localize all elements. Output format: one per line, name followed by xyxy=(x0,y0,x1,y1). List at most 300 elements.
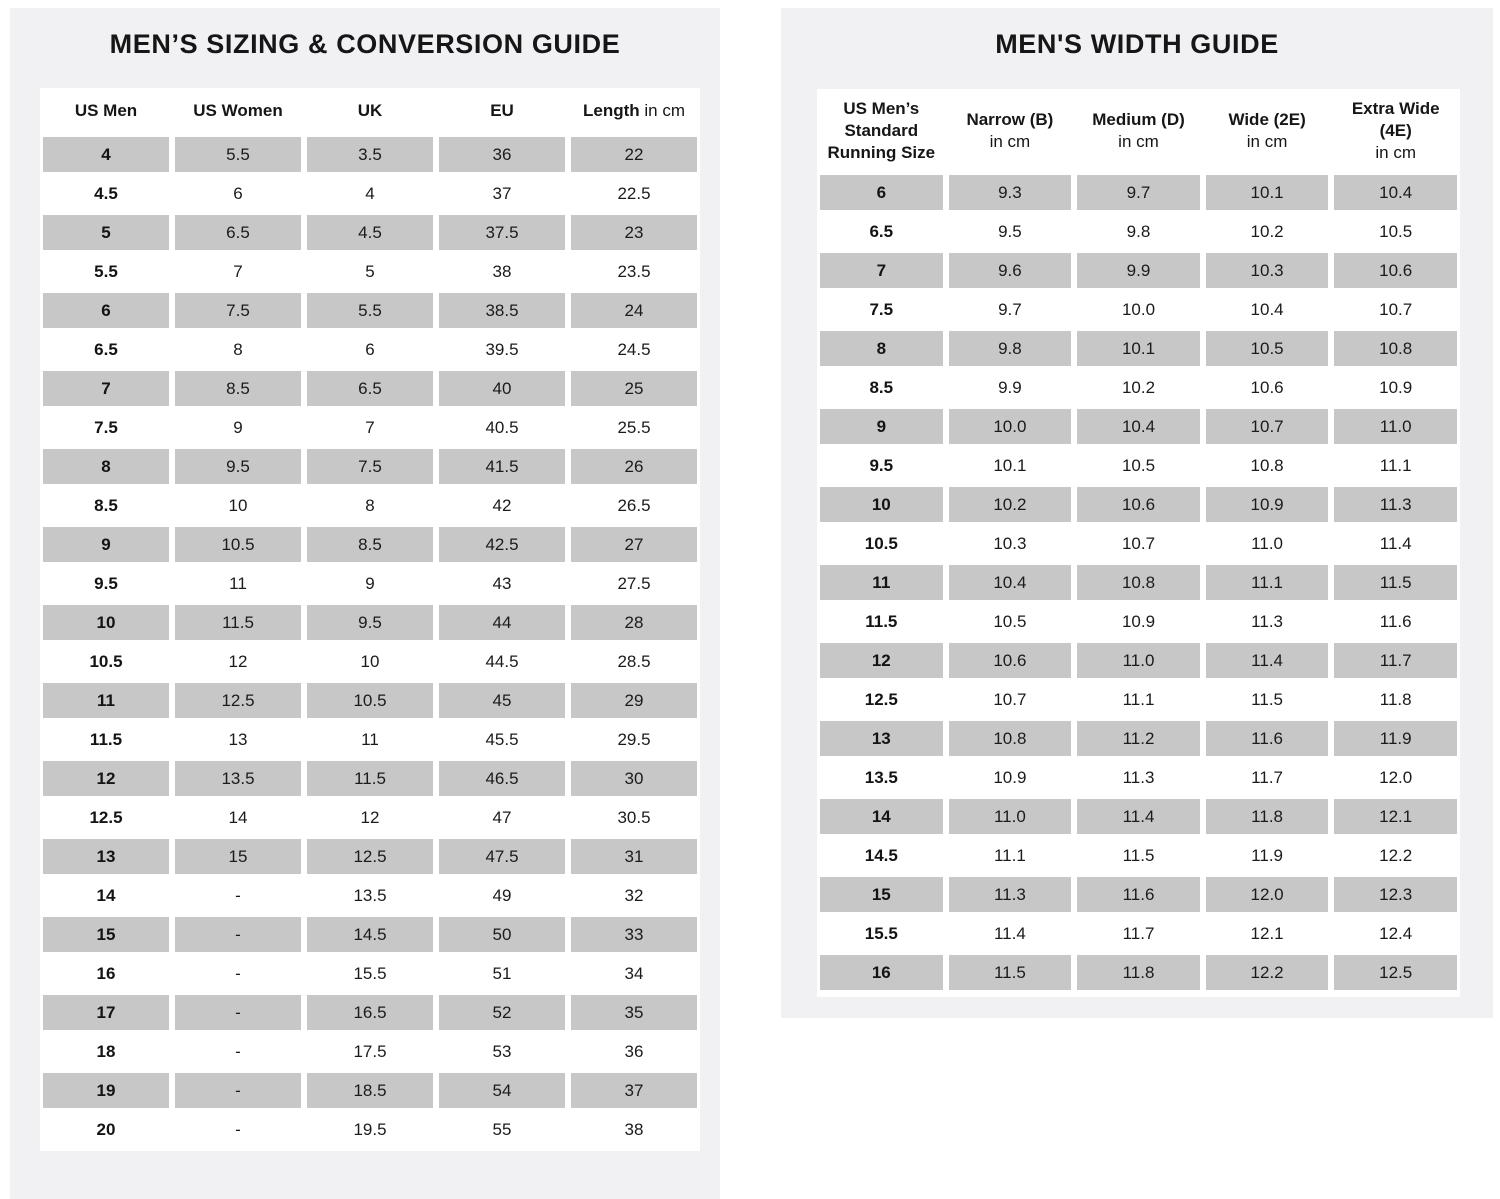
table-cell: 10.6 xyxy=(1250,377,1284,397)
table-cell: 11.5 xyxy=(1334,565,1457,600)
table-cell: 50 xyxy=(439,917,565,952)
table-cell: 11.5 xyxy=(1251,689,1283,709)
table-cell: 9 xyxy=(233,417,243,437)
table-cell: 7 xyxy=(820,253,943,288)
table-row xyxy=(40,174,700,213)
table-cell: 10.0 xyxy=(1121,299,1156,319)
table-cell: 10.5 xyxy=(89,651,123,671)
table-cell: 40 xyxy=(439,371,565,406)
table-cell: 29 xyxy=(571,683,697,718)
width-guide-header-row xyxy=(817,89,1460,173)
table-cell: 11 xyxy=(361,729,379,749)
table-row xyxy=(817,212,1460,251)
table-cell: 51 xyxy=(492,963,512,983)
table-cell: 37.5 xyxy=(439,215,565,250)
table-cell: 7.5 xyxy=(869,299,894,319)
table-cell: 11.0 xyxy=(1334,409,1457,444)
table-cell: 7.5 xyxy=(94,417,118,437)
table-cell: 10.5 xyxy=(1121,455,1156,475)
table-cell: 12.5 xyxy=(89,807,123,827)
table-cell: 9.8 xyxy=(949,331,1072,366)
table-cell: 9.7 xyxy=(998,299,1022,319)
table-row xyxy=(817,680,1460,719)
table-cell: 11 xyxy=(820,565,943,600)
table-row xyxy=(817,290,1460,329)
table-row xyxy=(40,447,700,486)
table-row xyxy=(40,837,700,876)
table-cell: 11.9 xyxy=(1251,845,1283,865)
table-cell: 30.5 xyxy=(617,807,651,827)
width-guide-table xyxy=(817,89,1460,997)
table-cell: 20 xyxy=(96,1119,116,1139)
column-header: US Men xyxy=(74,101,138,121)
table-cell: 13.5 xyxy=(864,767,898,787)
table-cell: 31 xyxy=(571,839,697,874)
table-cell: 26.5 xyxy=(617,495,651,515)
column-header: Medium (D) in cm xyxy=(1092,109,1185,151)
table-cell: 28.5 xyxy=(617,651,651,671)
table-row xyxy=(40,291,700,330)
table-cell: 38 xyxy=(492,261,512,281)
table-cell: 11.0 xyxy=(1251,533,1283,553)
table-cell: 35 xyxy=(571,995,697,1030)
table-cell: 13.5 xyxy=(353,885,387,905)
table-cell: 11.3 xyxy=(949,877,1072,912)
table-cell: - xyxy=(175,917,301,952)
table-cell: 10.7 xyxy=(1206,409,1329,444)
mens-width-guide-panel xyxy=(781,8,1493,1018)
table-row xyxy=(40,915,700,954)
table-row xyxy=(817,602,1460,641)
table-cell: 12.5 xyxy=(864,689,898,709)
table-cell: 5.5 xyxy=(94,261,118,281)
sizing-guide-header-row xyxy=(40,88,700,135)
table-cell: 10.2 xyxy=(1121,377,1156,397)
table-cell: 12 xyxy=(228,651,248,671)
table-cell: 11.1 xyxy=(1379,455,1412,475)
table-row xyxy=(40,954,700,993)
column-header: UK xyxy=(357,101,383,121)
table-cell: 7.5 xyxy=(307,449,433,484)
table-cell: 9 xyxy=(43,527,169,562)
table-row xyxy=(817,485,1460,524)
column-header: US Women xyxy=(193,101,283,121)
table-cell: 10.8 xyxy=(1250,455,1284,475)
table-cell: 4 xyxy=(43,137,169,172)
table-cell: 36 xyxy=(439,137,565,172)
table-cell: 10.2 xyxy=(949,487,1072,522)
table-cell: 11.7 xyxy=(1334,643,1457,678)
table-cell: 8.5 xyxy=(869,377,894,397)
table-cell: 5.5 xyxy=(307,293,433,328)
table-cell: 11.2 xyxy=(1077,721,1200,756)
table-cell: - xyxy=(235,1041,241,1061)
table-cell: 16.5 xyxy=(307,995,433,1030)
table-cell: 36 xyxy=(624,1041,644,1061)
table-cell: 9.8 xyxy=(1126,221,1151,241)
table-cell: 12 xyxy=(820,643,943,678)
table-cell: 23 xyxy=(571,215,697,250)
table-cell: 17.5 xyxy=(353,1041,387,1061)
table-cell: 13 xyxy=(820,721,943,756)
table-cell: 47 xyxy=(492,807,512,827)
table-cell: 11.5 xyxy=(949,955,1072,990)
table-cell: 11.9 xyxy=(1334,721,1457,756)
table-cell: 18 xyxy=(96,1041,116,1061)
table-cell: 9.9 xyxy=(1077,253,1200,288)
table-cell: 4.5 xyxy=(94,183,118,203)
table-row xyxy=(40,1071,700,1110)
table-cell: 10.1 xyxy=(993,455,1027,475)
table-cell: - xyxy=(175,1073,301,1108)
table-row xyxy=(40,642,700,681)
table-cell: 33 xyxy=(571,917,697,952)
table-row xyxy=(40,720,700,759)
table-cell: 13.5 xyxy=(175,761,301,796)
table-cell: 19 xyxy=(43,1073,169,1108)
table-row xyxy=(817,914,1460,953)
table-cell: 11.8 xyxy=(1077,955,1200,990)
table-cell: 12.5 xyxy=(307,839,433,874)
table-cell: 25.5 xyxy=(617,417,651,437)
table-cell: 11.3 xyxy=(1122,767,1155,787)
table-cell: 7 xyxy=(365,417,375,437)
table-row xyxy=(40,252,700,291)
table-cell: 15 xyxy=(43,917,169,952)
table-cell: 12.1 xyxy=(1250,923,1284,943)
table-cell: - xyxy=(235,963,241,983)
table-cell: 11.1 xyxy=(1206,565,1329,600)
table-cell: 55 xyxy=(492,1119,512,1139)
table-cell: 5.5 xyxy=(175,137,301,172)
table-cell: 11 xyxy=(43,683,169,718)
table-cell: 15.5 xyxy=(864,923,898,943)
table-cell: 14.5 xyxy=(864,845,898,865)
table-cell: 15 xyxy=(175,839,301,874)
table-cell: 10 xyxy=(360,651,380,671)
table-cell: 8.5 xyxy=(307,527,433,562)
table-cell: 29.5 xyxy=(617,729,651,749)
table-cell: - xyxy=(175,995,301,1030)
table-cell: 12.5 xyxy=(1334,955,1457,990)
table-cell: 14 xyxy=(820,799,943,834)
table-cell: 12.3 xyxy=(1334,877,1457,912)
table-cell: 10.0 xyxy=(949,409,1072,444)
table-cell: 16 xyxy=(820,955,943,990)
table-row xyxy=(40,564,700,603)
table-cell: 8.5 xyxy=(175,371,301,406)
table-row xyxy=(40,135,700,174)
table-cell: 52 xyxy=(439,995,565,1030)
table-cell: 46.5 xyxy=(439,761,565,796)
table-cell: 11.6 xyxy=(1206,721,1329,756)
table-row xyxy=(817,173,1460,212)
table-row xyxy=(817,758,1460,797)
table-cell: 9.9 xyxy=(998,377,1022,397)
table-cell: 10 xyxy=(820,487,943,522)
table-row xyxy=(40,486,700,525)
table-cell: 18.5 xyxy=(307,1073,433,1108)
table-cell: 10.5 xyxy=(993,611,1027,631)
table-cell: 43 xyxy=(492,573,512,593)
table-row xyxy=(817,875,1460,914)
table-cell: 11.8 xyxy=(1206,799,1329,834)
table-cell: 12.5 xyxy=(175,683,301,718)
table-cell: 11.0 xyxy=(1077,643,1200,678)
table-cell: 24.5 xyxy=(617,339,651,359)
table-cell: 10.8 xyxy=(1334,331,1457,366)
table-row xyxy=(40,1110,700,1149)
table-row xyxy=(817,251,1460,290)
table-cell: 10.5 xyxy=(175,527,301,562)
table-cell: 11.7 xyxy=(1122,923,1155,943)
table-row xyxy=(817,836,1460,875)
table-cell: 42.5 xyxy=(439,527,565,562)
table-cell: 12.4 xyxy=(1379,923,1413,943)
table-cell: 6 xyxy=(365,339,375,359)
table-row xyxy=(40,993,700,1032)
table-cell: 10.6 xyxy=(1077,487,1200,522)
table-row xyxy=(817,524,1460,563)
table-cell: 13 xyxy=(228,729,248,749)
table-cell: 11.4 xyxy=(993,923,1026,943)
table-cell: 44 xyxy=(439,605,565,640)
table-row xyxy=(40,603,700,642)
table-cell: 11.6 xyxy=(1379,611,1412,631)
table-cell: 23.5 xyxy=(617,261,651,281)
table-cell: 10.5 xyxy=(307,683,433,718)
table-cell: 12.2 xyxy=(1206,955,1329,990)
table-cell: 8 xyxy=(233,339,243,359)
table-cell: 54 xyxy=(439,1073,565,1108)
table-cell: 11.4 xyxy=(1206,643,1329,678)
table-cell: 34 xyxy=(624,963,644,983)
table-cell: 14.5 xyxy=(307,917,433,952)
table-cell: 5 xyxy=(43,215,169,250)
table-cell: - xyxy=(235,1119,241,1139)
table-cell: 45 xyxy=(439,683,565,718)
table-cell: 49 xyxy=(492,885,512,905)
table-cell: 9.3 xyxy=(949,175,1072,210)
table-cell: 10.1 xyxy=(1206,175,1329,210)
table-cell: 11.5 xyxy=(865,611,898,631)
table-cell: 10 xyxy=(43,605,169,640)
table-cell: 6 xyxy=(233,183,243,203)
table-row xyxy=(817,368,1460,407)
table-cell: 11.5 xyxy=(1122,845,1155,865)
table-cell: 10.5 xyxy=(864,533,898,553)
table-cell: - xyxy=(235,885,241,905)
table-cell: 40.5 xyxy=(485,417,519,437)
table-cell: 6 xyxy=(820,175,943,210)
table-cell: 6 xyxy=(43,293,169,328)
table-cell: 10.3 xyxy=(1206,253,1329,288)
table-cell: 13 xyxy=(43,839,169,874)
table-cell: 14 xyxy=(228,807,248,827)
table-cell: 7.5 xyxy=(175,293,301,328)
table-cell: 17 xyxy=(43,995,169,1030)
table-cell: 9.7 xyxy=(1077,175,1200,210)
table-cell: 6.5 xyxy=(175,215,301,250)
table-cell: 8.5 xyxy=(94,495,118,515)
table-cell: 28 xyxy=(571,605,697,640)
table-cell: 22 xyxy=(571,137,697,172)
table-row xyxy=(40,330,700,369)
table-row xyxy=(817,446,1460,485)
table-row xyxy=(40,369,700,408)
table-cell: 9.5 xyxy=(94,573,118,593)
table-cell: 8 xyxy=(820,331,943,366)
table-cell: 11.1 xyxy=(993,845,1026,865)
table-cell: 9.5 xyxy=(869,455,894,475)
table-row xyxy=(817,797,1460,836)
table-cell: 9.6 xyxy=(949,253,1072,288)
table-cell: 11.1 xyxy=(1122,689,1155,709)
table-cell: 32 xyxy=(624,885,644,905)
sizing-guide-table xyxy=(40,88,700,1151)
table-cell: 38 xyxy=(624,1119,644,1139)
table-cell: 11.5 xyxy=(89,729,123,749)
table-cell: 5 xyxy=(365,261,375,281)
table-cell: 37 xyxy=(571,1073,697,1108)
table-cell: 9 xyxy=(820,409,943,444)
table-cell: 10.1 xyxy=(1077,331,1200,366)
table-cell: 10.4 xyxy=(949,565,1072,600)
table-cell: 9.5 xyxy=(175,449,301,484)
table-cell: 6.5 xyxy=(307,371,433,406)
table-row xyxy=(40,1032,700,1071)
table-row xyxy=(817,563,1460,602)
table-row xyxy=(40,213,700,252)
table-cell: 11.4 xyxy=(1379,533,1412,553)
table-row xyxy=(40,408,700,447)
width-guide-title: MEN'S WIDTH GUIDE xyxy=(995,29,1279,59)
table-cell: 39.5 xyxy=(485,339,519,359)
table-cell: 14 xyxy=(96,885,116,905)
column-header: EU xyxy=(490,101,514,121)
table-cell: 10.6 xyxy=(949,643,1072,678)
table-cell: 12 xyxy=(360,807,380,827)
table-cell: 9.5 xyxy=(307,605,433,640)
table-cell: 10.7 xyxy=(1121,533,1156,553)
table-row xyxy=(40,525,700,564)
table-cell: 11.5 xyxy=(175,605,301,640)
table-cell: 24 xyxy=(571,293,697,328)
table-row xyxy=(817,641,1460,680)
table-row xyxy=(817,953,1460,992)
table-cell: 10.6 xyxy=(1334,253,1457,288)
table-cell: 3.5 xyxy=(307,137,433,172)
table-cell: 12.1 xyxy=(1334,799,1457,834)
table-cell: 11.3 xyxy=(1334,487,1457,522)
table-cell: 10 xyxy=(228,495,248,515)
table-cell: 12.0 xyxy=(1206,877,1329,912)
table-cell: 15.5 xyxy=(353,963,387,983)
table-cell: 53 xyxy=(492,1041,512,1061)
table-cell: 10.2 xyxy=(1250,221,1284,241)
table-cell: 11.8 xyxy=(1379,689,1412,709)
table-cell: 10.9 xyxy=(1379,377,1413,397)
column-header: US Men’s Standard Running Size xyxy=(827,98,936,163)
table-cell: 10.7 xyxy=(1379,299,1413,319)
table-cell: 19.5 xyxy=(353,1119,387,1139)
table-cell: 8 xyxy=(365,495,375,515)
table-cell: 12.0 xyxy=(1379,767,1413,787)
table-cell: 8 xyxy=(43,449,169,484)
table-cell: 15 xyxy=(820,877,943,912)
table-cell: 11.6 xyxy=(1077,877,1200,912)
column-header: Wide (2E) in cm xyxy=(1228,109,1306,151)
table-cell: 44.5 xyxy=(485,651,519,671)
table-cell: 10.9 xyxy=(1121,611,1156,631)
table-cell: 42 xyxy=(492,495,512,515)
table-cell: 10.7 xyxy=(993,689,1027,709)
table-cell: 10.4 xyxy=(1334,175,1457,210)
table-cell: 9.5 xyxy=(998,221,1022,241)
table-cell: 10.4 xyxy=(1077,409,1200,444)
mens-sizing-guide-panel xyxy=(10,8,720,1199)
table-cell: 10.8 xyxy=(949,721,1072,756)
table-cell: 10.9 xyxy=(1206,487,1329,522)
table-cell: 11.0 xyxy=(949,799,1072,834)
table-row xyxy=(40,759,700,798)
table-cell: 47.5 xyxy=(439,839,565,874)
table-row xyxy=(817,329,1460,368)
column-header: Narrow (B) in cm xyxy=(966,109,1054,151)
table-cell: 11.4 xyxy=(1077,799,1200,834)
column-header: Extra Wide (4E) in cm xyxy=(1351,98,1440,163)
table-row xyxy=(817,719,1460,758)
table-row xyxy=(40,798,700,837)
table-cell: 37 xyxy=(492,183,512,203)
width-guide-table-body xyxy=(817,173,1460,992)
table-cell: 7 xyxy=(43,371,169,406)
table-cell: 12 xyxy=(43,761,169,796)
table-cell: 41.5 xyxy=(439,449,565,484)
table-cell: 22.5 xyxy=(617,183,651,203)
table-cell: 10.9 xyxy=(993,767,1027,787)
table-cell: 26 xyxy=(571,449,697,484)
table-cell: 10.5 xyxy=(1379,221,1413,241)
table-cell: 16 xyxy=(96,963,116,983)
table-cell: 11.5 xyxy=(307,761,433,796)
table-row xyxy=(40,681,700,720)
sizing-guide-title: MEN’S SIZING & CONVERSION GUIDE xyxy=(109,29,621,59)
table-cell: 38.5 xyxy=(439,293,565,328)
table-cell: 12.2 xyxy=(1379,845,1413,865)
table-cell: 6.5 xyxy=(869,221,894,241)
table-cell: 27.5 xyxy=(617,573,651,593)
table-cell: 9 xyxy=(365,573,375,593)
table-cell: 4 xyxy=(365,183,375,203)
table-cell: 10.4 xyxy=(1250,299,1284,319)
table-cell: 7 xyxy=(233,261,243,281)
table-cell: 10.3 xyxy=(993,533,1027,553)
column-header: Length in cm xyxy=(583,101,685,121)
table-cell: 27 xyxy=(571,527,697,562)
table-cell: 45.5 xyxy=(485,729,519,749)
table-row xyxy=(40,876,700,915)
table-cell: 11.3 xyxy=(1251,611,1283,631)
table-cell: 10.8 xyxy=(1077,565,1200,600)
table-row xyxy=(817,407,1460,446)
table-cell: 10.5 xyxy=(1206,331,1329,366)
sizing-guide-table-body xyxy=(40,135,700,1149)
table-cell: 25 xyxy=(571,371,697,406)
table-cell: 6.5 xyxy=(94,339,118,359)
table-cell: 30 xyxy=(571,761,697,796)
table-cell: 11.7 xyxy=(1251,767,1283,787)
